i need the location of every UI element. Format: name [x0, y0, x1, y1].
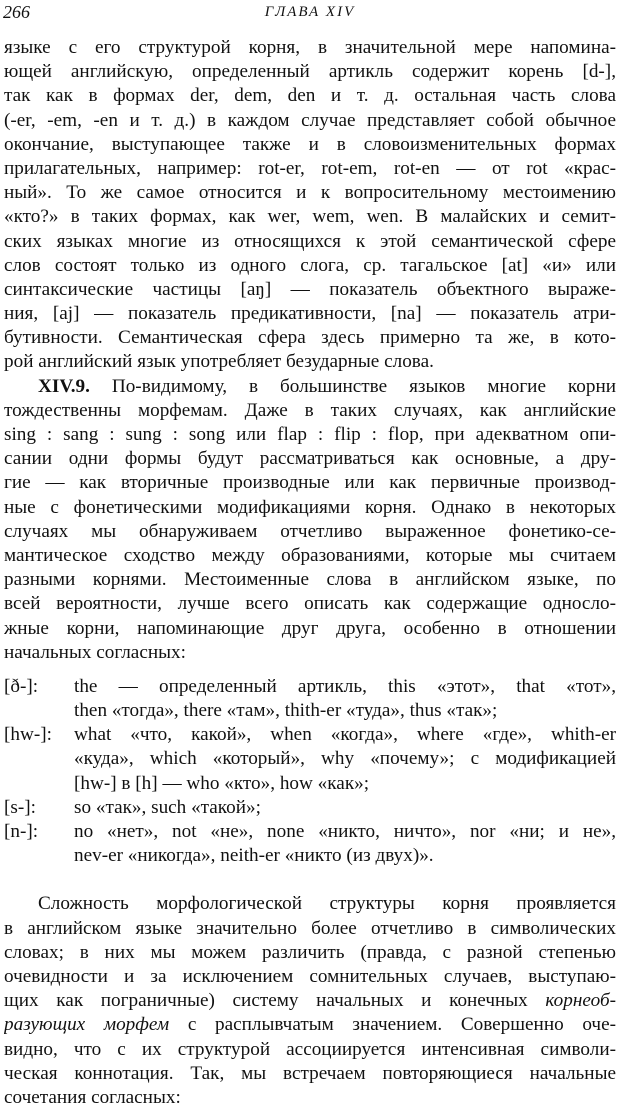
example-row	[4, 699, 616, 723]
page-number: 266	[3, 2, 30, 22]
example-text: what «что, какой», when «когда», where «где», whith-er	[74, 724, 616, 746]
section-number: XIV.9.	[38, 375, 90, 397]
example-row	[4, 820, 616, 844]
text-line: ния, [aj] — показатель предикативности, [na] — показатель атри-	[4, 303, 616, 325]
paragraph-1	[4, 36, 616, 375]
text-line: языке с его структурой корня, в значительной мере напомина-	[4, 37, 616, 58]
example-text: nev-er «никогда», neith-er «никто (из двух)».	[74, 845, 434, 867]
example-key: [s-]:	[4, 796, 36, 818]
text-line: тождественны морфемам. Даже в таких случаях, как английские	[4, 399, 616, 421]
example-key: [n-]:	[4, 821, 39, 842]
text-fragment: с расплывчатым значением. Совершенно оче-	[169, 1014, 616, 1036]
example-text: then «тогда», there «там», thith-er «туда», thus «так»;	[74, 700, 498, 722]
text-line: очевидности и за исключением сомнительных случаев, выступаю-	[4, 965, 616, 987]
section-first-line	[4, 375, 616, 399]
paragraph-2	[4, 375, 616, 665]
text-line: ный». То же самое относится и к вопросительному местоимению	[4, 182, 616, 204]
text-fragment: щих как пограничные) систему начальных и конечных	[4, 990, 546, 1012]
text-line: жные корни, напоминающие друг друга, особенно в отношении	[4, 617, 616, 639]
page-header	[0, 2, 620, 28]
text-line: Сложность морфологической структуры корня проявляется	[38, 893, 616, 915]
example-key: [hw-]:	[4, 724, 52, 746]
text-line: гие — как вторичные производные или как первичные производ-	[4, 472, 616, 494]
text-line: прилагательных, например: rot-er, rot-em, rot-en — от rot «крас-	[4, 157, 616, 179]
text-line	[4, 1013, 616, 1037]
running-title: ГЛАВА XIV	[264, 4, 356, 20]
text-line	[4, 989, 616, 1013]
example-row	[4, 844, 616, 868]
example-text: no «нет», not «не», none «никто, ничто», nor «ни; и не»,	[74, 821, 616, 842]
text-line: ные с фонетическими модификациями корня. Однако в некоторых	[4, 496, 616, 518]
text-line: начальных согласных:	[4, 641, 186, 663]
example-row	[4, 723, 616, 747]
text-line: бутивности. Семантическая сфера здесь примерно та же, в кото-	[4, 327, 616, 349]
text-line: «кто?» в таких формах, как wer, wem, wen. В малайских и семит-	[4, 206, 616, 228]
text-line: разными корнями. Местоименные слова в английском языке, по	[4, 569, 616, 591]
text-line: рой английский язык употребляет безударные слова.	[4, 351, 434, 373]
example-key: [ð-]:	[4, 675, 39, 697]
text-line: окончание, выступающее также и в словоизменительных формах	[4, 133, 616, 155]
text-line: сочетания согласных:	[4, 1086, 181, 1108]
text-line: (-er, -em, -en и т. д.) в каждом случае представляет собой обычное	[4, 109, 616, 131]
text-line: так как в формах der, dem, den и т. д. остальная часть слова	[4, 85, 616, 107]
italic-term: корнеоб-	[545, 990, 616, 1012]
text-line: ющей английскую, определенный артикль содержит корень [d-],	[4, 61, 616, 83]
text-line: sing : sang : sung : song или flap : flip : flop, при адекватном опи-	[4, 424, 616, 445]
example-text: the — определенный артикль, this «этот», that «тот»,	[74, 675, 616, 697]
example-row	[4, 747, 616, 771]
text-line: ских языках многие из относящихся к этой семантической сфере	[4, 230, 616, 252]
text-line: в английском языке значительно более отчетливо в символических	[4, 917, 616, 939]
text-body	[4, 36, 616, 1110]
text-line: видно, что с их структурой ассоциируется интенсивная символи-	[4, 1038, 616, 1060]
example-text: so «так», such «такой»;	[74, 796, 261, 818]
example-row	[4, 772, 616, 796]
italic-term: разующих морфем	[4, 1014, 170, 1036]
text-line: ческая коннотация. Так, мы встречаем повторяющиеся начальные	[4, 1062, 616, 1084]
text-line: мантическое сходство между образованиями, которые мы считаем	[4, 544, 616, 566]
text-line: всей вероятности, лучше всего описать как содержащие односло-	[4, 593, 616, 615]
example-row	[4, 796, 616, 820]
text-line: сании одни формы будут рассматриваться как основные, а дру-	[4, 448, 616, 470]
text-line: синтаксические частицы [aŋ] — показатель объектного выраже-	[4, 278, 616, 300]
text-line: словах; в них мы можем различить (правда, с разной степенью	[4, 941, 616, 963]
text-line: случаях мы обнаруживаем отчетливо выраженное фонетико-се-	[4, 520, 616, 542]
section-first-text: По-видимому, в большинстве языков многие корни	[89, 375, 616, 397]
example-text: «куда», which «который», why «почему»; с модификацией	[74, 748, 616, 770]
example-list	[4, 675, 616, 869]
example-text: [hw-] в [h] — who «кто», how «как»;	[74, 772, 370, 794]
text-line: слов состоят только из одного слога, ср. тагальское [at] «и» или	[4, 254, 616, 276]
paragraph-3	[4, 892, 616, 1110]
example-row	[4, 675, 616, 699]
